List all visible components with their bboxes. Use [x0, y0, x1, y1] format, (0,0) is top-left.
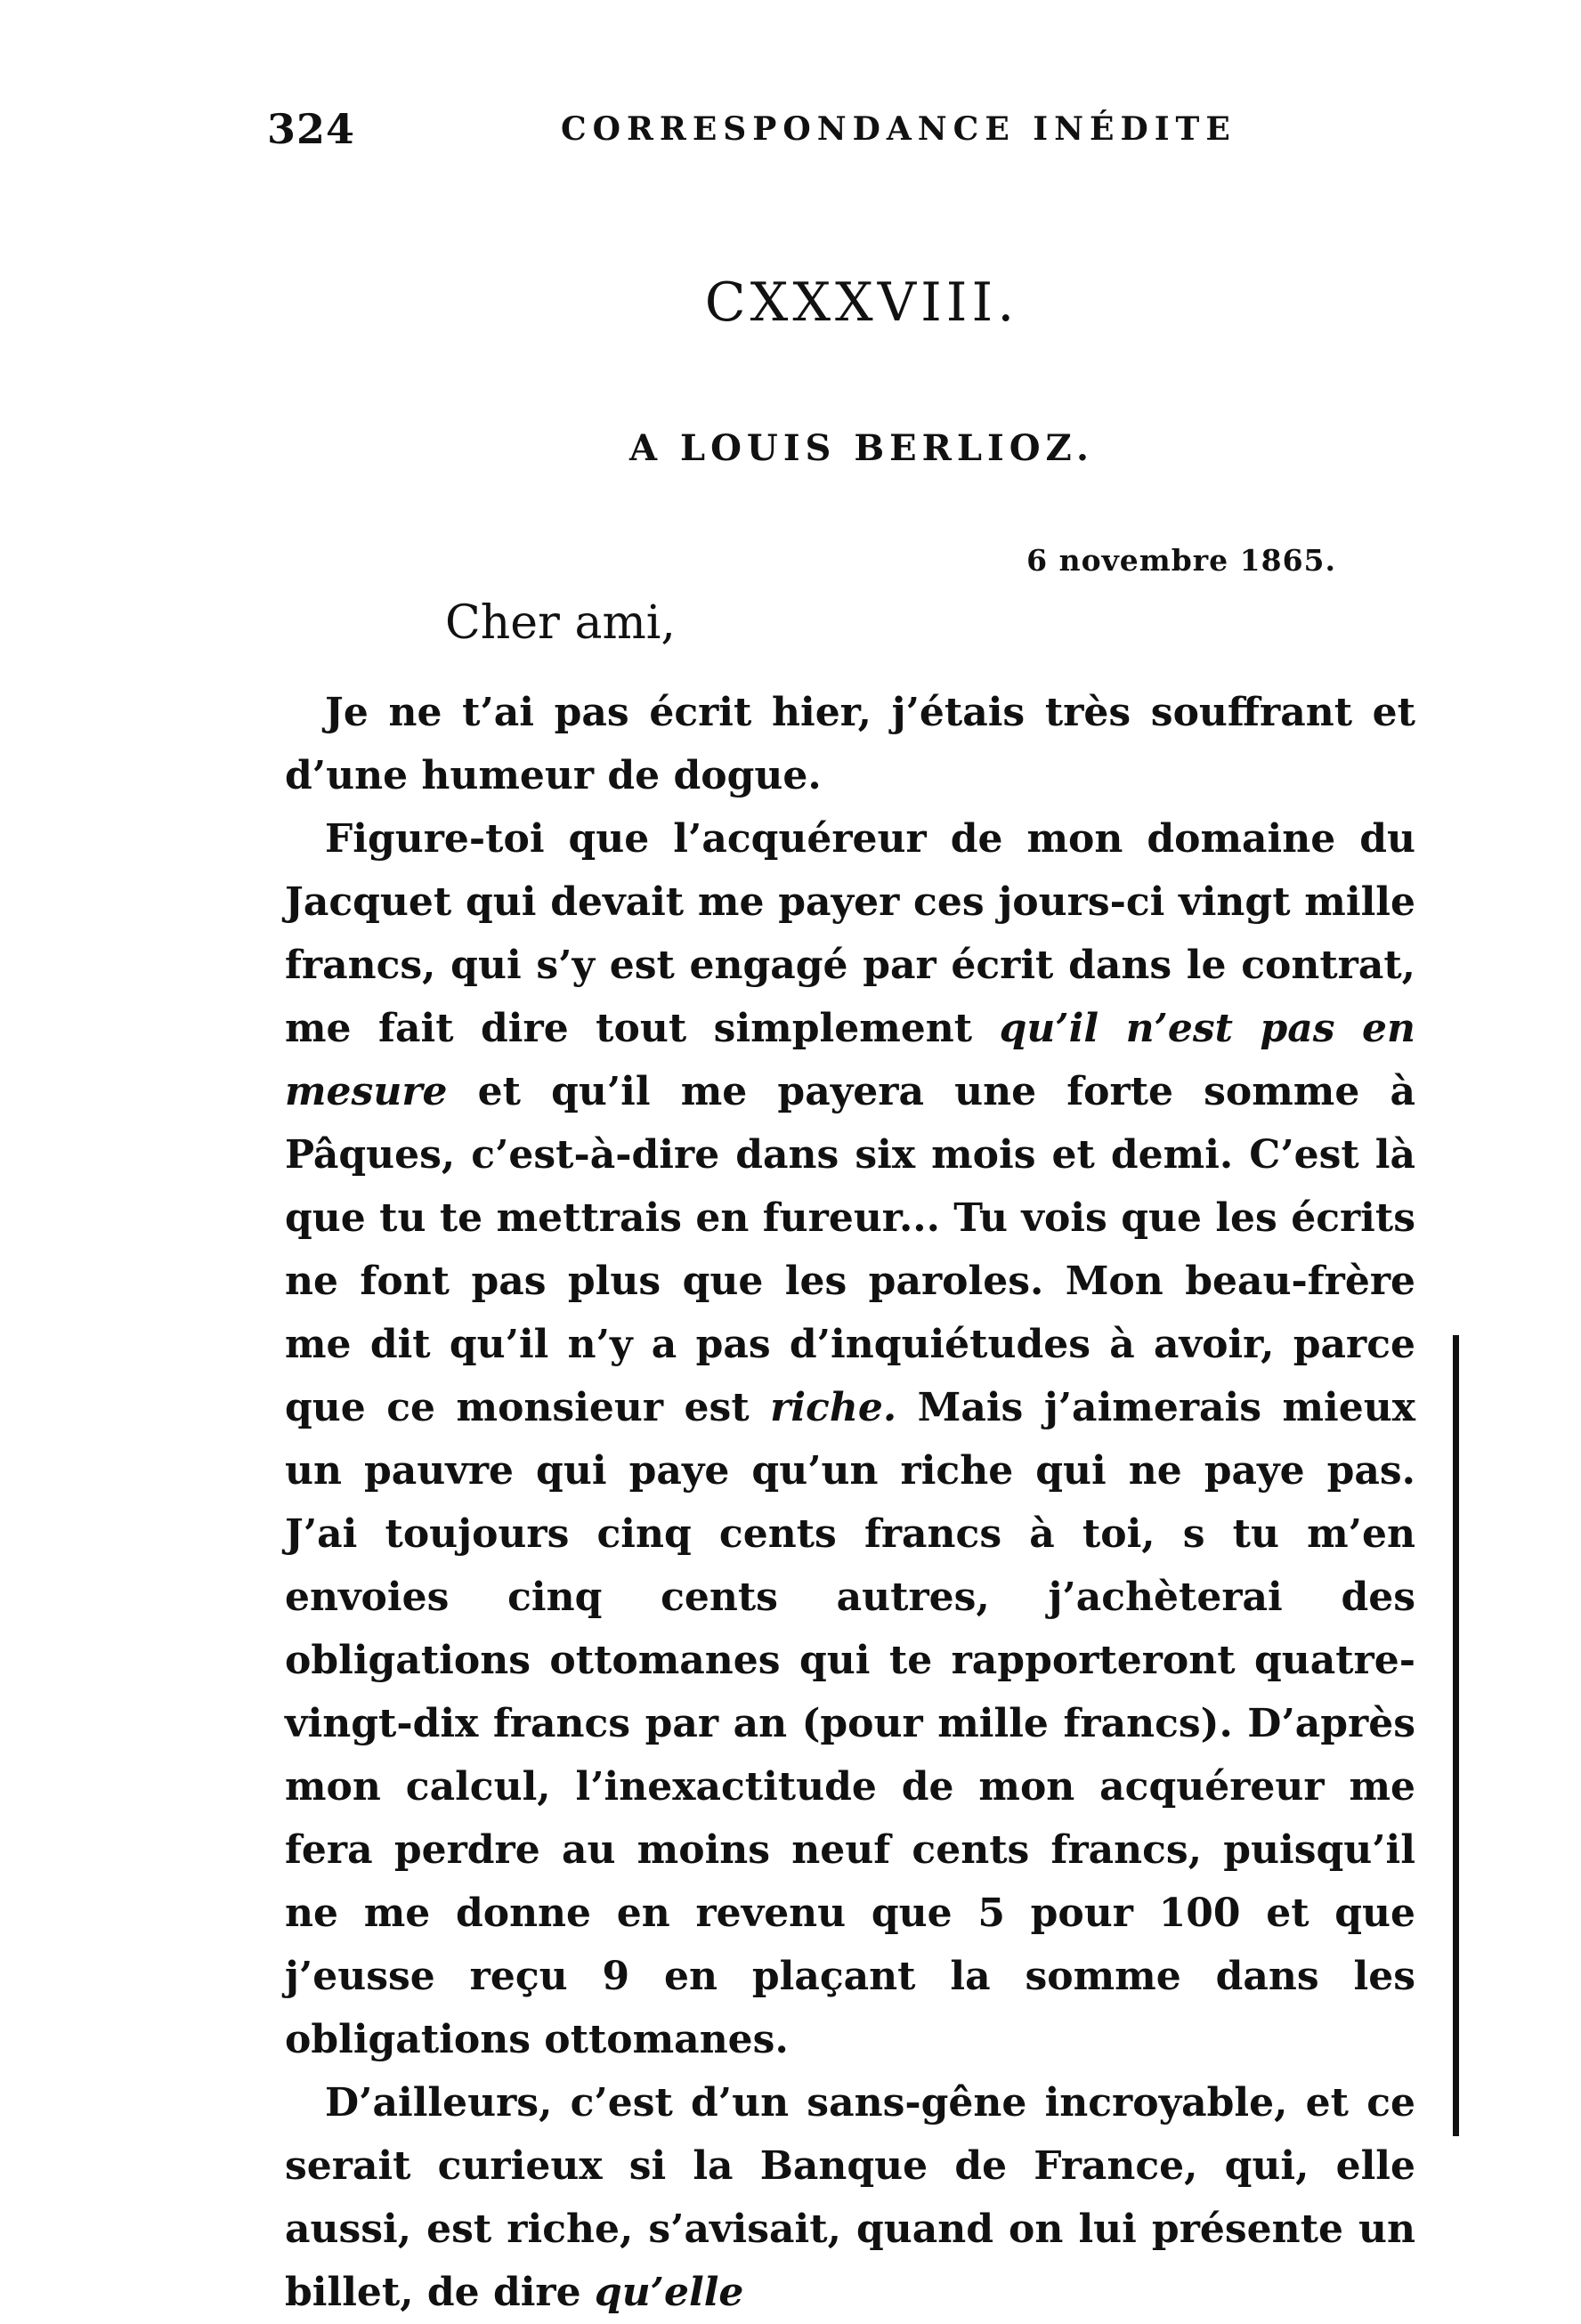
paragraph-2-italic-b: riche. — [770, 1385, 897, 1430]
page-number: 324 — [267, 105, 356, 153]
paragraph-2 — [285, 807, 1415, 2071]
paragraph-1-text: Je ne t’ai pas écrit hier, j’étais très souffrant et d’une humeur de dogue. — [285, 690, 1415, 798]
letter-body — [285, 681, 1415, 2324]
paragraph-3-text: D’ailleurs, c’est d’un sans-gêne incroyable, et ce serait curieux si la Banque de France, qui, elle aussi, est riche, s’avisait, quand on lui présente un billet, de dire — [285, 2080, 1415, 2315]
paragraph-3 — [285, 2071, 1415, 2324]
paragraph-2-text-c: Mais j’aimerais mieux un pauvre qui paye qu’un riche qui ne paye pas. J’ai toujours cinq cents francs à toi, s tu m’en envoies cinq cents autres, j’achèterai des obligations ottomanes qui te rapporteront quatre-vingt-dix francs par an (pour mille francs). D’après mon calcul, l’inexactitude de mon acquéreur me fera perdre au moins neuf cents francs, puisqu’il ne me donne en revenu que 5 pour 100 et que j’eusse reçu 9 en plaçant la somme dans les obligations ottomanes. — [285, 1385, 1415, 2062]
paragraph-2-italic-a: qu’il n’est pas en mesure — [285, 1006, 1415, 1114]
paragraph-2-text-b: et qu’il me payera une forte somme à Pâques, c’est-à-dire dans six mois et demi. C’est là que tu te mettrais en fureur... Tu vois que les écrits ne font pas plus que les paroles. Mon beau-frère me dit qu’il n’y a pas d’inquiétudes à avoir, parce que ce monsieur est — [285, 1069, 1415, 1430]
letter-addressee: A LOUIS BERLIOZ. — [629, 427, 1094, 469]
paragraph-1 — [285, 681, 1415, 807]
margin-scan-line — [1453, 1335, 1459, 2136]
paragraph-3-italic: qu’elle — [594, 2270, 744, 2315]
running-head — [267, 105, 1424, 158]
letter-number: CXXXVIII. — [704, 271, 1019, 334]
letter-salutation: Cher ami, — [445, 596, 676, 650]
running-title: CORRESPONDANCE INÉDITE — [561, 110, 1236, 148]
paragraph-2-text-a: Figure-toi que l’acquéreur de mon domaine du Jacquet qui devait me payer ces jours-ci vingt mille francs, qui s’y est engagé par écrit dans le contrat, me fait dire tout simplement — [285, 816, 1415, 1051]
letter-date: 6 novembre 1865. — [1026, 543, 1336, 578]
